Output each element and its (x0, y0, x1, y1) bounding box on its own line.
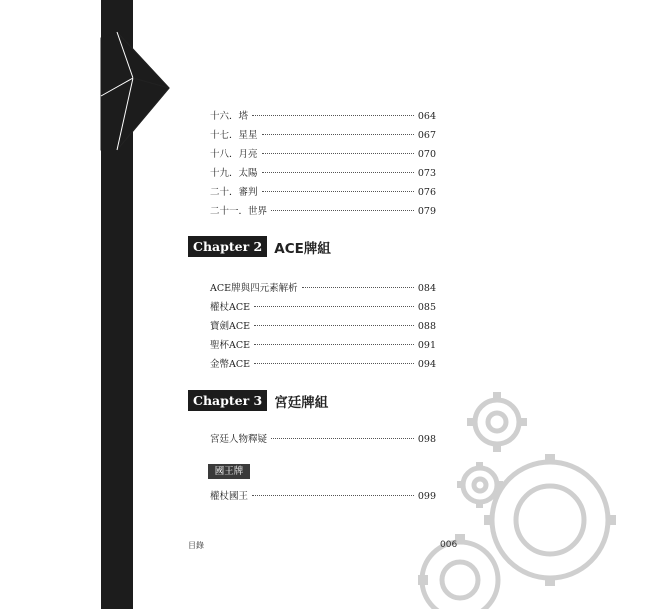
toc-entry-label: 十八．月亮 (210, 149, 258, 160)
toc-entry-label: 十九．太陽 (210, 168, 258, 179)
toc-entry-page: 064 (417, 111, 436, 122)
chapter-badge: Chapter 3 (188, 390, 267, 411)
toc-entry-page: 070 (417, 149, 436, 160)
dot-leader (254, 325, 414, 326)
toc-entry-page: 067 (417, 130, 436, 141)
toc-entry-page: 079 (417, 206, 436, 217)
toc-entry[interactable] (210, 318, 436, 332)
dot-leader (252, 115, 414, 116)
toc-entry-page: 094 (417, 359, 436, 370)
toc-entry-label: 權杖ACE (210, 302, 251, 313)
toc-entry[interactable] (210, 431, 436, 445)
toc-entry[interactable] (210, 488, 436, 502)
toc-entry[interactable] (210, 280, 436, 294)
toc-entry-page: 085 (417, 302, 436, 313)
toc-entry-label: 聖杯ACE (210, 340, 251, 351)
toc-entry-label: ACE牌與四元素解析 (210, 283, 298, 294)
section-subhead: 國王牌 (208, 464, 250, 479)
toc-entry-page: 091 (417, 340, 436, 351)
toc-entry[interactable] (210, 356, 436, 370)
toc-entry-label: 宮廷人物釋疑 (210, 434, 268, 445)
toc-entry[interactable] (210, 146, 436, 160)
chapter-heading (188, 390, 328, 411)
toc-entry[interactable] (210, 165, 436, 179)
dot-leader (254, 363, 414, 364)
chapter-title: 宮廷牌組 (274, 394, 329, 411)
toc-entry-page: 084 (417, 283, 436, 294)
chapter-badge: Chapter 2 (188, 236, 267, 257)
toc-entry[interactable] (210, 299, 436, 313)
footer-section-label: 目錄 (188, 541, 204, 550)
dot-leader (254, 306, 414, 307)
toc-entry-label: 十六．塔 (210, 111, 249, 122)
toc-entry-page: 088 (417, 321, 436, 332)
toc-entry-label: 十七．星星 (210, 130, 258, 141)
toc-entry-label: 寶劍ACE (210, 321, 251, 332)
toc-entry-page: 099 (417, 491, 436, 502)
dot-leader (262, 153, 414, 154)
dot-leader (271, 210, 414, 211)
toc-entry-page: 098 (417, 434, 436, 445)
toc-entry[interactable] (210, 108, 436, 122)
toc-entry[interactable] (210, 337, 436, 351)
toc-entry[interactable] (210, 184, 436, 198)
dot-leader (254, 344, 414, 345)
chapter-heading (188, 236, 331, 257)
toc-entry-label: 金幣ACE (210, 359, 251, 370)
toc-entry-label: 二十一．世界 (210, 206, 268, 217)
dot-leader (262, 191, 414, 192)
footer-page-number: 006 (440, 540, 458, 550)
dot-leader (262, 134, 414, 135)
toc-entry-label: 二十．審判 (210, 187, 258, 198)
gears-ornament-icon (400, 380, 655, 609)
chapter-title: ACE牌組 (274, 240, 331, 257)
toc-entry[interactable] (210, 203, 436, 217)
dot-leader (262, 172, 414, 173)
dot-leader (302, 287, 414, 288)
toc-entry-label: 權杖國王 (210, 491, 249, 502)
toc-entry-page: 076 (417, 187, 436, 198)
dot-leader (271, 438, 414, 439)
dot-leader (252, 495, 414, 496)
toc-entry[interactable] (210, 127, 436, 141)
toc-entry-page: 073 (417, 168, 436, 179)
crystal-outline-icon (95, 0, 185, 160)
